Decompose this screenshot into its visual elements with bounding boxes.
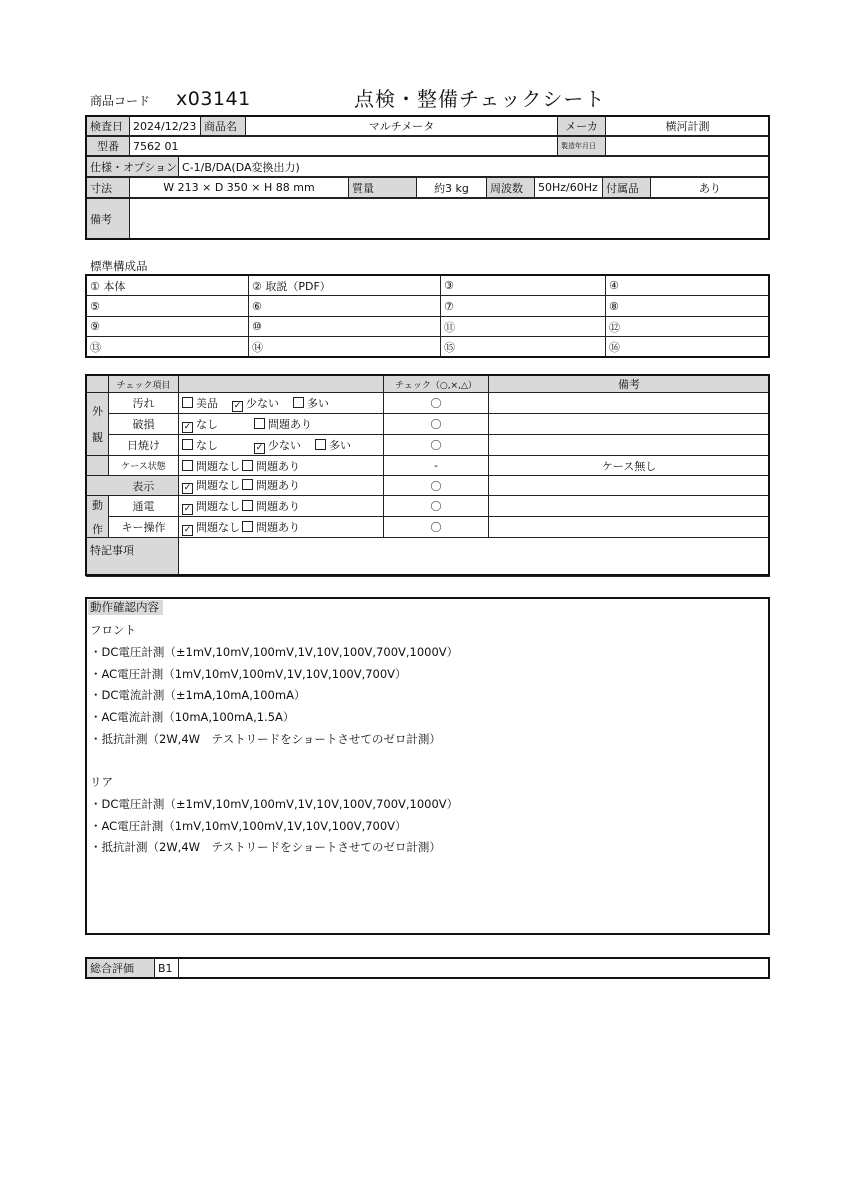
component-cell: ⑯	[606, 337, 770, 358]
product-code: x03141	[176, 88, 251, 110]
checked-checkbox-icon: ✓	[183, 524, 192, 535]
check-mark: 〇	[384, 435, 489, 456]
check-mark: -	[384, 456, 489, 476]
size-label: 寸法	[87, 178, 130, 198]
checkbox-icon	[293, 397, 304, 408]
check-row-label: 通電	[109, 496, 179, 517]
checkbox-icon	[242, 479, 253, 490]
model-label: 型番	[87, 137, 130, 156]
component-cell: ⑨	[87, 317, 249, 337]
evaluation-note	[179, 959, 770, 978]
checkbox-icon	[242, 460, 253, 471]
option-checkbox[interactable]: 問題なし	[182, 458, 240, 474]
check-note	[489, 435, 770, 456]
exterior-group-label: 外 観	[87, 393, 109, 456]
option-checkbox[interactable]: 多い	[293, 395, 329, 411]
component-cell: ② 取説（PDF）	[249, 276, 441, 296]
check-options	[179, 414, 384, 435]
spec-value: C-1/B/DA(DA変換出力)	[179, 157, 770, 177]
check-note	[489, 517, 770, 538]
check-mark: 〇	[384, 476, 489, 496]
component-cell: ⑦	[441, 296, 606, 317]
option-checkbox[interactable]: 美品	[182, 395, 218, 411]
manufacture-date-label: 製造年月日	[558, 137, 606, 156]
check-mark-header: チェック（○,×,△）	[384, 376, 489, 393]
notes-label: 備考	[87, 199, 130, 239]
model-number: 7562 01	[130, 137, 558, 156]
checkbox-icon	[182, 439, 193, 450]
special-notes-label: 特記事項	[87, 538, 179, 577]
rear-check-line: ・抵抗計測（2W,4W テストリードをショートさせてのゼロ計測）	[90, 840, 441, 854]
front-check-line: ・DC電流計測（±1mA,10mA,100mA）	[90, 688, 306, 702]
option-checkbox[interactable]: 問題あり	[242, 458, 300, 474]
component-cell: ① 本体	[87, 276, 249, 296]
check-mark: 〇	[384, 496, 489, 517]
product-name-label: 商品名	[201, 117, 246, 136]
notes-value	[130, 199, 770, 239]
component-cell: ⑬	[87, 337, 249, 358]
checkbox-icon	[242, 521, 253, 532]
component-cell: ④	[606, 276, 770, 296]
check-item-header: チェック項目	[109, 376, 179, 393]
option-checkbox[interactable]: 問題あり	[242, 519, 300, 535]
weight-value: 約3 kg	[417, 178, 487, 198]
component-cell: ⑫	[606, 317, 770, 337]
option-checkbox[interactable]: ✓ 問題なし	[183, 479, 240, 493]
check-row-label: 汚れ	[109, 393, 179, 414]
check-table	[86, 375, 770, 577]
accessory-label: 付属品	[603, 178, 651, 198]
standard-components-title: 標準構成品	[90, 259, 148, 273]
rear-check-line: ・AC電圧計測（1mV,10mV,100mV,1V,10V,100V,700V）	[90, 819, 407, 833]
weight-label: 質量	[349, 178, 417, 198]
front-check-line: ・AC電流計測（10mA,100mA,1.5A）	[90, 710, 295, 724]
evaluation-table	[86, 958, 770, 978]
size-value: W 213 × D 350 × H 88 mm	[130, 178, 349, 198]
page-title: 点検・整備チェックシート	[354, 87, 606, 111]
component-cell: ⑩	[249, 317, 441, 337]
checked-checkbox-icon: ✓	[183, 483, 192, 493]
front-check-line: ・AC電圧計測（1mV,10mV,100mV,1V,10V,100V,700V）	[90, 667, 407, 681]
check-options	[179, 476, 384, 496]
special-notes-value	[179, 538, 770, 577]
spec-label: 仕様・オプション	[87, 157, 179, 177]
component-cell: ⑮	[441, 337, 606, 358]
checked-checkbox-icon: ✓	[255, 442, 264, 453]
checked-checkbox-icon: ✓	[233, 400, 242, 411]
check-options	[179, 496, 384, 517]
manufacture-date	[606, 137, 770, 156]
check-options	[179, 456, 384, 476]
check-row-label: 表示	[109, 476, 179, 496]
check-note	[489, 476, 770, 496]
component-cell: ⑤	[87, 296, 249, 317]
maker-label: メーカ	[558, 117, 606, 136]
product-name: マルチメータ	[246, 117, 558, 136]
checkbox-icon	[182, 460, 193, 471]
front-check-line: ・抵抗計測（2W,4W テストリードをショートさせてのゼロ計測）	[90, 732, 441, 746]
maker: 横河計測	[606, 117, 770, 136]
option-checkbox[interactable]: なし	[182, 437, 218, 453]
front-section-title: フロント	[90, 623, 136, 637]
check-row-label: ケース状態	[109, 456, 179, 476]
option-checkbox[interactable]: ✓ なし	[183, 417, 218, 432]
evaluation-grade: B1	[155, 959, 179, 978]
component-cell: ⑧	[606, 296, 770, 317]
rear-section-title: リア	[90, 775, 113, 789]
operation-title: 動作確認内容	[88, 600, 163, 615]
option-checkbox[interactable]: 問題あり	[242, 477, 300, 493]
checkbox-icon	[242, 500, 253, 511]
frequency-label: 周波数	[487, 178, 535, 198]
component-cell: ⑭	[249, 337, 441, 358]
option-checkbox[interactable]: 問題あり	[254, 416, 312, 432]
check-note	[489, 393, 770, 414]
checkbox-icon	[254, 418, 265, 429]
evaluation-label: 総合評価	[87, 959, 155, 978]
accessory-value: あり	[651, 178, 770, 198]
check-note	[489, 414, 770, 435]
option-checkbox[interactable]: 問題あり	[242, 498, 300, 514]
check-options	[179, 435, 384, 456]
option-checkbox[interactable]: ✓ 少ない	[255, 438, 301, 453]
checked-checkbox-icon: ✓	[183, 503, 192, 514]
checkbox-icon	[315, 439, 326, 450]
check-notes-header: 備考	[489, 376, 770, 393]
component-cell: ③	[441, 276, 606, 296]
check-options	[179, 517, 384, 538]
check-note: ケース無し	[489, 456, 770, 476]
checkbox-icon	[182, 397, 193, 408]
operation-group-label: 動 作	[87, 496, 109, 538]
option-checkbox[interactable]: 多い	[315, 437, 351, 453]
option-checkbox[interactable]: ✓ 少ない	[233, 396, 279, 411]
inspection-date-label: 検査日	[87, 117, 130, 136]
standard-components-table	[86, 275, 770, 358]
check-options	[179, 393, 384, 414]
product-code-label: 商品コード	[90, 94, 151, 108]
checked-checkbox-icon: ✓	[183, 421, 192, 432]
component-cell: ⑥	[249, 296, 441, 317]
check-mark: 〇	[384, 393, 489, 414]
check-note	[489, 496, 770, 517]
component-cell: ⑪	[441, 317, 606, 337]
option-checkbox[interactable]: ✓ 問題なし	[183, 520, 240, 535]
rear-check-line: ・DC電圧計測（±1mV,10mV,100mV,1V,10V,100V,700V,1000V）	[90, 797, 459, 811]
front-check-line: ・DC電圧計測（±1mV,10mV,100mV,1V,10V,100V,700V,1000V）	[90, 645, 459, 659]
frequency-value: 50Hz/60Hz	[535, 178, 603, 198]
check-row-label: キー操作	[109, 517, 179, 538]
check-mark: 〇	[384, 414, 489, 435]
option-checkbox[interactable]: ✓ 問題なし	[183, 499, 240, 514]
check-mark: 〇	[384, 517, 489, 538]
check-row-label: 日焼け	[109, 435, 179, 456]
check-row-label: 破損	[109, 414, 179, 435]
inspection-date: 2024/12/23	[130, 117, 201, 136]
